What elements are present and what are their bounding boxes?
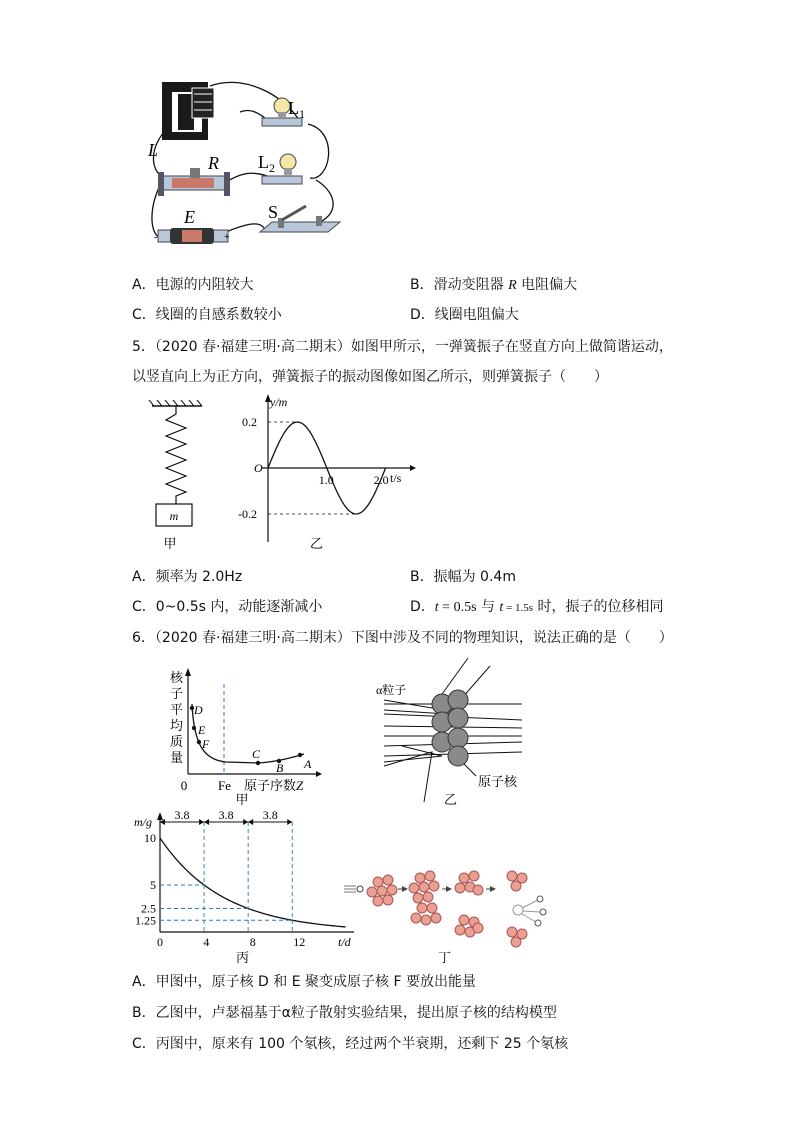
svg-text:子: 子 — [170, 686, 184, 701]
q5-option-d: D．t = 0.5s 与 t = 1.5s 时，振子的位移相同 — [410, 599, 664, 615]
fig-yi-caption: 乙 — [310, 536, 324, 551]
label-plus: + — [224, 232, 230, 243]
point-a: A — [304, 757, 312, 771]
fig-ding-caption: 丁 — [438, 950, 452, 965]
nucleus-2 — [409, 871, 441, 925]
q5-stem-line1: 5．（2020 春·福建三明·高二期末）如图甲所示，一弹簧振子在竖直方向上做简谐运动， — [132, 339, 673, 355]
decay-graph — [128, 810, 358, 968]
q6-stem: 6．（2020 春·福建三明·高二期末）下图中涉及不同的物理知识，说法正确的是（ ） — [132, 630, 673, 646]
interval-arrowhead — [243, 819, 248, 825]
xlabel-atomic: 原子序数Z — [244, 778, 304, 793]
label-e: E — [184, 207, 195, 227]
fission-figure — [342, 870, 552, 966]
nucleus-1 — [367, 875, 397, 906]
vibration-graph — [232, 392, 422, 552]
svg-text:核: 核 — [170, 670, 184, 685]
svg-text:质: 质 — [170, 734, 184, 749]
spring-figure — [148, 400, 208, 550]
q6-option-c: C．丙图中，原来有 100 个氡核，经过两个半衰期，还剩下 25 个氡核 — [132, 1036, 569, 1052]
q4-option-c: C．线圈的自感系数较小 — [132, 307, 282, 323]
fig-jia6-caption: 甲 — [235, 792, 249, 807]
point-d: D — [194, 703, 203, 717]
q4-option-b: B．滑动变阻器 R 电阻偏大 — [410, 277, 578, 293]
y-tick-label: 5 — [150, 878, 156, 892]
interval-arrowhead — [287, 819, 292, 825]
x-axis-label: t/s — [390, 471, 402, 485]
label-minus: - — [154, 232, 158, 243]
x-axis-arrow — [410, 465, 416, 471]
interval-label: 3.8 — [218, 810, 234, 822]
x-tick-label: 12 — [293, 935, 306, 949]
label-l1: $L_1$ — [288, 98, 305, 121]
y-tick-label: 2.5 — [141, 901, 156, 916]
nucleus-label: 原子核 — [478, 774, 518, 789]
q6-option-b: B．乙图中，卢瑟福基于α粒子散射实验结果，提出原子核的结构模型 — [132, 1005, 557, 1021]
svg-text:均: 均 — [170, 718, 184, 733]
origin-label: O — [254, 461, 263, 475]
battery-e — [158, 228, 228, 244]
q5-stem-line2: 以竖直向上为正方向，弹簧振子的振动图像如图乙所示，则弹簧振子（ ） — [132, 369, 608, 385]
label-l2: $L_2$ — [258, 152, 275, 175]
y-tick-label: 0.2 — [242, 415, 257, 429]
x-tick-label: 0 — [157, 935, 163, 949]
nucleus-3 — [455, 871, 483, 937]
fig-bing-caption: 丙 — [236, 950, 250, 965]
q5-option-c: C．0~0.5s 内，动能逐渐减小 — [132, 599, 323, 615]
point-f: F — [202, 737, 210, 751]
interval-arrowhead — [199, 819, 204, 825]
rheostat-r — [158, 168, 230, 196]
point-c: C — [252, 747, 261, 761]
y-axis-arrow — [157, 812, 163, 820]
x-tick-label: 4 — [203, 935, 210, 949]
x-tick-label: 1.0 — [318, 473, 334, 487]
y-axis-label: y/m — [270, 395, 288, 409]
fig-jia-caption: 甲 — [163, 536, 177, 550]
fig-yi6-caption: 乙 — [444, 792, 458, 807]
y-tick-label: 10 — [144, 831, 156, 845]
q4-option-d: D．线圈电阻偏大 — [410, 307, 519, 323]
mass-label: m — [169, 509, 179, 523]
point-b: B — [276, 761, 284, 775]
y-tick-label: -0.2 — [238, 507, 257, 521]
svg-text:量: 量 — [170, 750, 184, 765]
label-l: L — [148, 140, 159, 160]
nuclear-mass-graph — [166, 668, 326, 808]
x-tick-label: 8 — [249, 935, 256, 949]
y-axis-label: m/g — [134, 815, 152, 829]
interval-label: 3.8 — [174, 810, 190, 822]
label-r: R — [208, 153, 219, 173]
q6-option-a: A．甲图中，原子核 D 和 E 聚变成原子核 F 要放出能量 — [132, 974, 476, 990]
alpha-label: α粒子 — [376, 683, 407, 697]
mass-curve — [192, 704, 304, 763]
ylabel-vertical — [170, 670, 184, 765]
svg-text:平: 平 — [170, 702, 184, 717]
point-e: E — [198, 723, 206, 737]
inductor-l — [162, 82, 214, 140]
circuit-figure — [140, 72, 350, 250]
q5-option-a: A．频率为 2.0Hz — [132, 569, 243, 585]
origin-0: 0 — [180, 778, 188, 793]
series-line — [160, 838, 346, 927]
q4-option-a: A．电源的内阻较大 — [132, 277, 254, 293]
interval-arrowhead — [248, 819, 253, 825]
x-tick-label: 2.0 — [373, 473, 389, 487]
y-tick-label: 1.25 — [135, 913, 156, 928]
interval-label: 3.8 — [262, 810, 278, 822]
label-s: S — [268, 202, 279, 222]
alpha-scattering-figure — [372, 652, 532, 808]
fe-label: Fe — [218, 778, 231, 793]
q5-option-b: B．振幅为 0.4m — [410, 569, 516, 585]
interval-arrowhead — [204, 819, 209, 825]
x-axis-label: t/d — [338, 935, 351, 949]
